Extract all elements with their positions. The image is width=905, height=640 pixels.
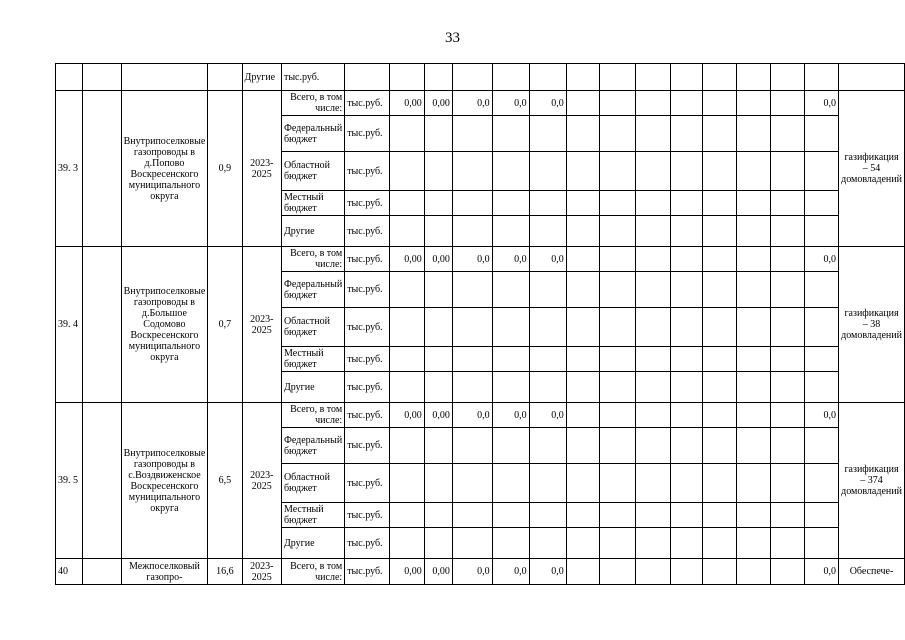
empty-cell xyxy=(737,372,771,403)
empty-cell xyxy=(390,64,424,91)
unit-cell: тыс.руб. xyxy=(345,503,390,528)
empty-cell xyxy=(737,403,771,428)
empty-cell xyxy=(390,152,424,191)
empty-cell xyxy=(424,308,452,347)
empty-cell xyxy=(599,272,635,308)
empty-cell xyxy=(770,216,804,247)
empty-cell xyxy=(529,464,566,503)
empty-cell xyxy=(599,216,635,247)
value-cell: 0,00 xyxy=(390,91,424,116)
empty-cell xyxy=(635,191,670,216)
source-label: Местный бюджет xyxy=(281,191,344,216)
empty-cell xyxy=(737,152,771,191)
empty-cell xyxy=(82,247,121,403)
object-name: Внутрипоселковые газопроводы в д.Большое Содомово Воскресенского муниципального округа xyxy=(121,247,208,403)
empty-cell xyxy=(737,428,771,464)
empty-cell xyxy=(599,428,635,464)
empty-cell xyxy=(703,308,737,347)
value-cell: 0,00 xyxy=(390,247,424,272)
source-label: Местный бюджет xyxy=(281,503,344,528)
source-label: Областной бюджет xyxy=(281,464,344,503)
value-cell: 0,00 xyxy=(390,403,424,428)
empty-cell xyxy=(770,247,804,272)
result-cell: газификация – 54 домовладений xyxy=(839,91,905,247)
empty-cell xyxy=(804,191,838,216)
empty-cell xyxy=(529,503,566,528)
result-cell: газификация – 38 домовладений xyxy=(839,247,905,403)
empty-cell xyxy=(492,428,529,464)
empty-cell xyxy=(492,272,529,308)
years-cell: 2023-2025 xyxy=(242,247,281,403)
unit-cell: тыс.руб. xyxy=(345,272,390,308)
unit-cell: тыс.руб. xyxy=(345,403,390,428)
unit-cell: тыс.руб. xyxy=(345,216,390,247)
empty-cell xyxy=(452,64,492,91)
empty-cell xyxy=(452,347,492,372)
empty-cell xyxy=(635,308,670,347)
source-label: Федеральный бюджет xyxy=(281,272,344,308)
value-cell: 0,0 xyxy=(804,559,838,585)
empty-cell xyxy=(529,528,566,559)
empty-cell xyxy=(529,152,566,191)
empty-cell xyxy=(671,428,703,464)
budget-table xyxy=(55,63,905,585)
empty-cell xyxy=(635,503,670,528)
empty-cell xyxy=(529,116,566,152)
empty-cell xyxy=(452,372,492,403)
value-cell: 0,00 xyxy=(424,247,452,272)
empty-cell xyxy=(566,272,599,308)
empty-cell xyxy=(804,372,838,403)
empty-cell xyxy=(529,428,566,464)
empty-cell xyxy=(703,528,737,559)
row-number: 39. 3 xyxy=(56,91,83,247)
empty-cell xyxy=(703,372,737,403)
empty-cell xyxy=(599,247,635,272)
empty-cell xyxy=(452,116,492,152)
empty-cell xyxy=(770,559,804,585)
empty-cell xyxy=(804,272,838,308)
empty-cell xyxy=(529,216,566,247)
empty-cell xyxy=(492,116,529,152)
empty-cell xyxy=(804,308,838,347)
empty-cell xyxy=(390,308,424,347)
value-cell: 0,0 xyxy=(492,403,529,428)
empty-cell xyxy=(599,152,635,191)
unit-cell: тыс.руб. xyxy=(345,152,390,191)
empty-cell xyxy=(737,503,771,528)
table-row xyxy=(56,64,905,91)
empty-cell xyxy=(770,191,804,216)
value-cell: 0,0 xyxy=(529,91,566,116)
empty-cell xyxy=(452,464,492,503)
empty-cell xyxy=(703,91,737,116)
empty-cell xyxy=(737,272,771,308)
empty-cell xyxy=(390,428,424,464)
empty-cell xyxy=(566,116,599,152)
empty-cell xyxy=(703,152,737,191)
length-cell: 6,5 xyxy=(208,403,242,559)
empty-cell xyxy=(566,347,599,372)
unit-cell: тыс.руб. xyxy=(345,528,390,559)
value-cell: 0,0 xyxy=(529,247,566,272)
empty-cell xyxy=(599,559,635,585)
empty-cell xyxy=(770,372,804,403)
empty-cell xyxy=(492,191,529,216)
empty-cell xyxy=(529,372,566,403)
source-label: Федеральный бюджет xyxy=(281,116,344,152)
empty-cell xyxy=(703,464,737,503)
value-cell: 0,0 xyxy=(804,403,838,428)
empty-cell xyxy=(599,91,635,116)
empty-cell xyxy=(671,528,703,559)
empty-cell xyxy=(424,191,452,216)
empty-cell xyxy=(770,64,804,91)
source-label: Другие xyxy=(281,528,344,559)
value-cell: 0,0 xyxy=(492,91,529,116)
empty-cell xyxy=(703,116,737,152)
result-cell: газификация – 374 домовладений xyxy=(839,403,905,559)
source-label: Всего, в том числе: xyxy=(281,403,344,428)
empty-cell xyxy=(804,503,838,528)
table-row xyxy=(56,559,905,585)
empty-cell xyxy=(424,116,452,152)
empty-cell xyxy=(452,152,492,191)
empty-cell xyxy=(599,528,635,559)
row-number: 39. 5 xyxy=(56,403,83,559)
empty-cell xyxy=(566,152,599,191)
object-name: Межпоселковый газопро- xyxy=(121,559,208,585)
length-cell: 0,9 xyxy=(208,91,242,247)
value-cell: 0,00 xyxy=(424,559,452,585)
table-row xyxy=(56,247,905,272)
empty-cell xyxy=(566,216,599,247)
value-cell: 0,0 xyxy=(804,91,838,116)
empty-cell xyxy=(492,152,529,191)
empty-cell xyxy=(703,503,737,528)
empty-cell xyxy=(737,64,771,91)
source-label: Местный бюджет xyxy=(281,347,344,372)
source-label: Областной бюджет xyxy=(281,152,344,191)
value-cell: 0,0 xyxy=(452,559,492,585)
empty-cell xyxy=(770,464,804,503)
empty-cell xyxy=(529,347,566,372)
empty-cell xyxy=(635,403,670,428)
source-label: Другие xyxy=(281,216,344,247)
empty-cell xyxy=(635,152,670,191)
empty-cell xyxy=(770,272,804,308)
empty-cell xyxy=(566,428,599,464)
empty-cell xyxy=(424,372,452,403)
empty-cell xyxy=(566,464,599,503)
empty-cell xyxy=(703,216,737,247)
empty-cell xyxy=(566,308,599,347)
value-cell: 0,0 xyxy=(492,559,529,585)
empty-cell xyxy=(529,272,566,308)
empty-cell xyxy=(492,372,529,403)
empty-cell xyxy=(82,559,121,585)
empty-cell xyxy=(82,64,121,91)
unit-cell: тыс.руб. xyxy=(345,347,390,372)
empty-cell xyxy=(452,191,492,216)
object-name: Внутрипоселковые газопроводы в с.Воздвиженское Воскресенского муниципального округа xyxy=(121,403,208,559)
empty-cell xyxy=(390,528,424,559)
empty-cell xyxy=(492,464,529,503)
empty-cell xyxy=(599,191,635,216)
empty-cell xyxy=(599,503,635,528)
empty-cell xyxy=(703,64,737,91)
empty-cell xyxy=(599,403,635,428)
value-cell: 0,00 xyxy=(424,403,452,428)
empty-cell xyxy=(566,559,599,585)
empty-cell xyxy=(839,64,905,91)
empty-cell xyxy=(770,428,804,464)
source-label: Другие xyxy=(281,372,344,403)
empty-cell xyxy=(424,347,452,372)
unit-cell: тыс.руб. xyxy=(345,247,390,272)
empty-cell xyxy=(770,116,804,152)
empty-cell xyxy=(635,247,670,272)
value-cell: 0,0 xyxy=(529,403,566,428)
empty-cell xyxy=(599,464,635,503)
empty-cell xyxy=(635,91,670,116)
table-row xyxy=(56,91,905,116)
unit-cell: тыс.руб. xyxy=(345,116,390,152)
empty-cell xyxy=(599,116,635,152)
empty-cell xyxy=(390,116,424,152)
empty-cell xyxy=(804,464,838,503)
empty-cell xyxy=(804,116,838,152)
empty-cell xyxy=(671,347,703,372)
empty-cell xyxy=(703,272,737,308)
object-name: Внутрипоселковые газопроводы в д.Попово Воскресенского муниципального округа xyxy=(121,91,208,247)
empty-cell xyxy=(452,216,492,247)
empty-cell xyxy=(390,272,424,308)
empty-cell xyxy=(390,347,424,372)
empty-cell xyxy=(424,152,452,191)
empty-cell xyxy=(770,308,804,347)
empty-cell xyxy=(635,464,670,503)
empty-cell xyxy=(599,347,635,372)
length-cell: 0,7 xyxy=(208,247,242,403)
empty-cell xyxy=(671,191,703,216)
unit-cell: тыс.руб. xyxy=(345,91,390,116)
empty-cell xyxy=(737,116,771,152)
empty-cell xyxy=(737,347,771,372)
empty-cell xyxy=(804,428,838,464)
table-row xyxy=(56,403,905,428)
empty-cell xyxy=(737,91,771,116)
empty-cell xyxy=(635,528,670,559)
empty-cell xyxy=(492,308,529,347)
source-label: Всего, в том числе: xyxy=(281,91,344,116)
empty-cell xyxy=(599,308,635,347)
empty-cell xyxy=(703,347,737,372)
source-label: Областной бюджет xyxy=(281,308,344,347)
empty-cell xyxy=(566,91,599,116)
empty-cell xyxy=(529,191,566,216)
empty-cell xyxy=(737,559,771,585)
empty-cell xyxy=(737,464,771,503)
empty-cell xyxy=(635,347,670,372)
empty-cell xyxy=(635,116,670,152)
empty-cell xyxy=(671,559,703,585)
value-cell: 0,0 xyxy=(804,247,838,272)
empty-cell xyxy=(56,64,83,91)
empty-cell xyxy=(452,428,492,464)
empty-cell xyxy=(424,64,452,91)
value-cell: 0,0 xyxy=(529,559,566,585)
empty-cell xyxy=(703,428,737,464)
empty-cell xyxy=(804,64,838,91)
empty-cell xyxy=(671,91,703,116)
unit-cell: тыс.руб. xyxy=(345,308,390,347)
empty-cell xyxy=(529,308,566,347)
empty-cell xyxy=(804,152,838,191)
empty-cell xyxy=(804,528,838,559)
empty-cell xyxy=(804,216,838,247)
empty-cell xyxy=(82,403,121,559)
empty-cell xyxy=(671,308,703,347)
empty-cell xyxy=(529,64,566,91)
empty-cell xyxy=(635,372,670,403)
empty-cell xyxy=(452,308,492,347)
unit-cell: тыс.руб. xyxy=(345,559,390,585)
page-number: 33 xyxy=(445,30,460,46)
empty-cell xyxy=(390,464,424,503)
empty-cell xyxy=(671,216,703,247)
empty-cell xyxy=(424,503,452,528)
length-cell: 16,6 xyxy=(208,559,242,585)
value-cell: 0,0 xyxy=(452,403,492,428)
empty-cell xyxy=(566,503,599,528)
empty-cell xyxy=(566,528,599,559)
unit-cell: тыс.руб. xyxy=(345,464,390,503)
value-cell: 0,0 xyxy=(452,91,492,116)
unit-cell: тыс.руб. xyxy=(345,428,390,464)
row-number: 40 xyxy=(56,559,83,585)
empty-cell xyxy=(424,528,452,559)
empty-cell xyxy=(390,191,424,216)
empty-cell xyxy=(737,528,771,559)
empty-cell xyxy=(671,272,703,308)
empty-cell xyxy=(390,503,424,528)
empty-cell xyxy=(452,503,492,528)
empty-cell xyxy=(635,216,670,247)
empty-cell xyxy=(804,347,838,372)
empty-cell xyxy=(671,403,703,428)
empty-cell xyxy=(566,372,599,403)
value-cell: 0,00 xyxy=(424,91,452,116)
empty-cell xyxy=(492,216,529,247)
empty-cell xyxy=(424,464,452,503)
empty-cell xyxy=(770,91,804,116)
empty-cell xyxy=(599,64,635,91)
empty-cell xyxy=(737,247,771,272)
empty-cell xyxy=(770,503,804,528)
empty-cell xyxy=(424,428,452,464)
empty-cell xyxy=(671,503,703,528)
empty-cell xyxy=(492,347,529,372)
empty-cell xyxy=(737,191,771,216)
empty-cell xyxy=(635,64,670,91)
unit-cell: тыс.руб. xyxy=(281,64,344,91)
empty-cell xyxy=(671,152,703,191)
empty-cell xyxy=(671,64,703,91)
empty-cell xyxy=(703,559,737,585)
empty-cell xyxy=(492,503,529,528)
years-cell: 2023-2025 xyxy=(242,559,281,585)
empty-cell xyxy=(452,528,492,559)
empty-cell xyxy=(770,152,804,191)
empty-cell xyxy=(345,64,390,91)
empty-cell xyxy=(566,64,599,91)
empty-cell xyxy=(452,272,492,308)
empty-cell xyxy=(424,216,452,247)
empty-cell xyxy=(566,191,599,216)
empty-cell xyxy=(599,372,635,403)
value-cell: 0,0 xyxy=(452,247,492,272)
empty-cell xyxy=(635,559,670,585)
source-label: Всего, в том числе: xyxy=(281,559,344,585)
unit-cell: тыс.руб. xyxy=(345,372,390,403)
empty-cell xyxy=(703,191,737,216)
empty-cell xyxy=(671,247,703,272)
empty-cell xyxy=(635,428,670,464)
empty-cell xyxy=(703,403,737,428)
years-cell: 2023-2025 xyxy=(242,91,281,247)
empty-cell xyxy=(121,64,208,91)
empty-cell xyxy=(390,216,424,247)
empty-cell xyxy=(770,403,804,428)
empty-cell xyxy=(671,464,703,503)
unit-cell: тыс.руб. xyxy=(345,191,390,216)
value-cell: 0,00 xyxy=(390,559,424,585)
empty-cell xyxy=(492,64,529,91)
empty-cell xyxy=(671,372,703,403)
empty-cell xyxy=(703,247,737,272)
empty-cell xyxy=(635,272,670,308)
empty-cell xyxy=(82,91,121,247)
empty-cell xyxy=(671,116,703,152)
result-cell: Обеспече- xyxy=(839,559,905,585)
empty-cell xyxy=(770,347,804,372)
empty-cell xyxy=(770,528,804,559)
empty-cell xyxy=(566,247,599,272)
row-number: 39. 4 xyxy=(56,247,83,403)
source-label: Федеральный бюджет xyxy=(281,428,344,464)
empty-cell xyxy=(737,216,771,247)
empty-cell xyxy=(208,64,242,91)
years-cell: 2023-2025 xyxy=(242,403,281,559)
empty-cell xyxy=(737,308,771,347)
empty-cell xyxy=(566,403,599,428)
empty-cell xyxy=(390,372,424,403)
source-label: Всего, в том числе: xyxy=(281,247,344,272)
source-label: Другие xyxy=(242,64,281,91)
empty-cell xyxy=(492,528,529,559)
value-cell: 0,0 xyxy=(492,247,529,272)
empty-cell xyxy=(424,272,452,308)
